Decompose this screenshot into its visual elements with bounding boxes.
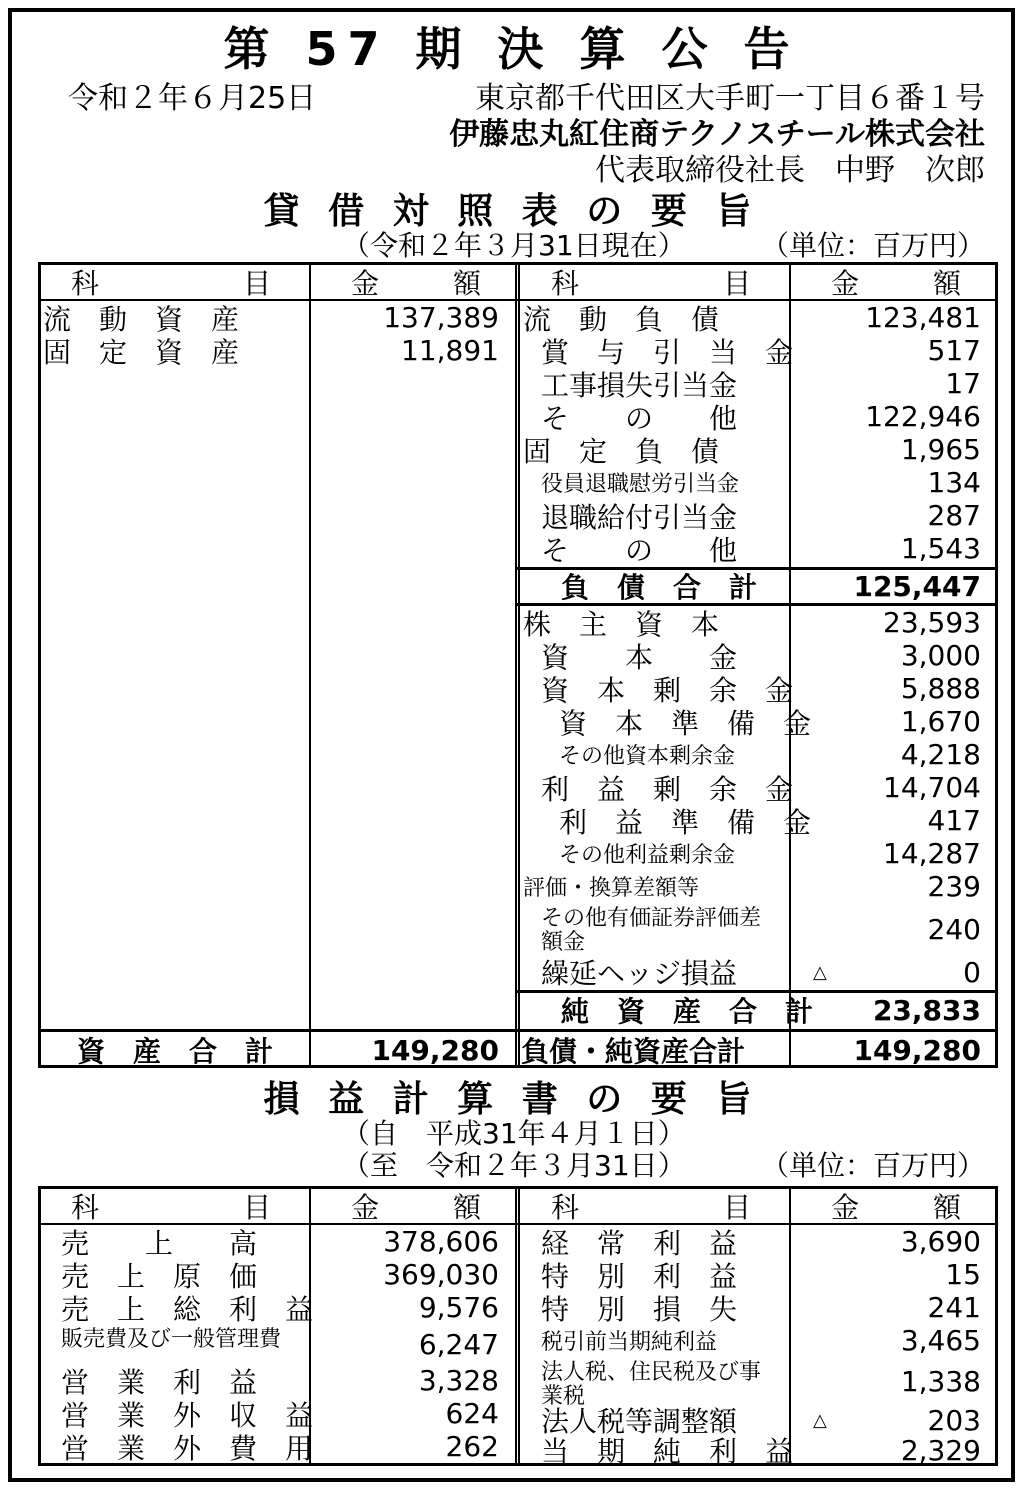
equity-value: 14,704 <box>883 771 981 804</box>
assets-total-name: 資 産 合 計 <box>77 1035 274 1068</box>
equity-value: 5,888 <box>900 672 981 705</box>
liability-name: そ の 他 <box>541 401 738 435</box>
equity-name: 利 益 剰 余 金 <box>541 772 794 806</box>
notice-date: 令和２年６月25日 <box>68 81 317 116</box>
equity-total-name: 純 資 産 合 計 <box>561 995 814 1028</box>
liability-name: そ の 他 <box>541 533 738 567</box>
header-kingaku-1: 金 <box>831 1191 860 1224</box>
equity-value: 3,000 <box>900 639 981 672</box>
balance-sheet-date: （令和２年３月31日現在） <box>342 229 686 262</box>
equity-value: 4,218 <box>900 738 981 771</box>
asset-value: 11,891 <box>401 334 499 367</box>
period-to: （至 令和２年３月31日） <box>342 1149 686 1182</box>
pl-item-value: 6,247 <box>418 1327 499 1361</box>
liability-name: 固 定 負 債 <box>523 434 720 468</box>
liability-name: 賞 与 引 当 金 <box>541 335 794 369</box>
pl-right-row <box>41 1324 995 1357</box>
equity-name: 資 本 金 <box>541 640 738 674</box>
balance-sheet-unit: （単位：百万円） <box>760 229 985 262</box>
liability-value: 1,965 <box>900 433 981 466</box>
balance-sheet-table <box>38 262 998 1068</box>
pl-item-name: 販売費及び一般管理費 <box>61 1327 282 1352</box>
header-kamoku-1: 科 <box>551 1191 580 1224</box>
equity-name: 評価・換算差額等 <box>523 876 700 901</box>
liability-value: 123,481 <box>865 301 981 334</box>
header-kamoku-1: 科 <box>71 267 100 300</box>
pl-right-row <box>41 1403 995 1438</box>
pl-item-name: 営 業 外 収 益 <box>61 1398 314 1432</box>
bs-equity-row <box>41 955 995 989</box>
pl-item-value: 241 <box>927 1291 981 1324</box>
pl-item-value: 3,465 <box>900 1324 981 1357</box>
liabilities-total-value: 125,447 <box>853 569 981 603</box>
liability-name: 役員退職慰労引当金 <box>541 472 740 497</box>
pl-item-value: 262 <box>445 1430 499 1463</box>
bs-liabilities-total-row <box>41 569 995 603</box>
pl-item-name: 法人税等調整額 <box>541 1405 738 1438</box>
bs-equity-total-row <box>41 992 995 1028</box>
liability-name: 流 動 負 債 <box>523 302 720 336</box>
pl-item-value: 9,576 <box>418 1291 499 1324</box>
asset-value: 137,389 <box>383 301 499 334</box>
pl-right-row <box>41 1291 995 1324</box>
bs-equity-row <box>41 606 995 639</box>
equity-value: 0 <box>963 955 981 989</box>
header-kamoku-1: 科 <box>71 1191 100 1224</box>
asset-name: 流 動 資 産 <box>43 302 240 336</box>
equity-name: その他利益剰余金 <box>559 843 736 868</box>
liability-value: 517 <box>927 334 981 367</box>
pl-item-name: 特 別 利 益 <box>541 1259 738 1293</box>
equity-name: 資 本 準 備 金 <box>559 706 812 740</box>
equity-total-value: 23,833 <box>872 993 981 1027</box>
pl-item-name: 売 上 総 利 益 <box>61 1292 314 1326</box>
bs-liability-row <box>41 433 995 466</box>
financial-notice <box>8 8 1015 1482</box>
pl-item-name: 営 業 利 益 <box>61 1365 258 1399</box>
negative-mark: △ <box>813 1409 827 1431</box>
pl-right-row <box>41 1258 995 1291</box>
bs-liability-row <box>41 499 995 532</box>
equity-name: その他資本剰余金 <box>559 744 736 769</box>
equity-name: 利 益 準 備 金 <box>559 805 812 839</box>
pl-item-name: 税引前当期純利益 <box>541 1330 718 1355</box>
assets-total-value: 149,280 <box>371 1033 499 1067</box>
pl-right-row <box>41 1433 995 1468</box>
bs-equity-row <box>41 639 995 672</box>
company-address: 東京都千代田区大手町一丁目６番１号 <box>475 81 985 116</box>
balance-sheet-title: 貸 借 対 照 表 の 要 旨 <box>263 191 760 232</box>
pl-header-row <box>41 1189 995 1223</box>
liability-value: 287 <box>927 499 981 532</box>
equity-value: 23,593 <box>883 606 981 639</box>
bs-liability-row <box>41 466 995 499</box>
bs-equity-row <box>41 705 995 738</box>
period-from-text: 自 平成31年４月１日 <box>370 1117 658 1150</box>
grand-total-value: 149,280 <box>853 1033 981 1067</box>
liability-value: 17 <box>945 367 981 400</box>
income-statement-table <box>38 1186 998 1466</box>
bs-equity-row <box>41 903 995 955</box>
pl-item-name: 当 期 純 利 益 <box>541 1435 794 1468</box>
pl-item-value: 1,338 <box>900 1364 981 1398</box>
equity-name: 株 主 資 本 <box>523 607 720 641</box>
pl-item-value: 378,606 <box>383 1225 499 1258</box>
pl-item-value: 2,329 <box>900 1433 981 1467</box>
pl-item-value: 3,328 <box>418 1364 499 1397</box>
bs-liability-row <box>41 367 995 400</box>
equity-name: 資 本 剰 余 金 <box>541 673 794 707</box>
pl-item-name: 法人税、住民税及び事業税 <box>541 1360 762 1409</box>
pl-item-name: 特 別 損 失 <box>541 1292 738 1326</box>
header-kingaku-2: 額 <box>452 1191 481 1224</box>
bs-equity-row <box>41 672 995 705</box>
representative: 代表取締役社長 中野 次郎 <box>595 153 985 188</box>
bs-liability-row <box>41 334 995 367</box>
equity-value: 239 <box>927 870 981 903</box>
pl-right-row <box>41 1225 995 1258</box>
income-statement-unit: （単位：百万円） <box>760 1149 985 1182</box>
equity-value: 240 <box>927 912 981 946</box>
pl-item-value: 624 <box>445 1397 499 1430</box>
bs-equity-row <box>41 870 995 903</box>
header-kingaku-2: 額 <box>932 267 961 300</box>
bs-liability-row <box>41 400 995 433</box>
header-kamoku-1: 科 <box>551 267 580 300</box>
header-kingaku-2: 額 <box>932 1191 961 1224</box>
period-to-text: 至 令和２年３月31日 <box>370 1149 658 1182</box>
pl-item-value: 3,690 <box>900 1225 981 1258</box>
pl-item-name: 売 上 原 価 <box>61 1259 258 1293</box>
liability-value: 122,946 <box>865 400 981 433</box>
pl-item-value: 203 <box>927 1403 981 1437</box>
pl-item-name: 営 業 外 費 用 <box>61 1431 314 1465</box>
negative-mark: △ <box>813 961 827 983</box>
pl-right-row <box>41 1357 995 1409</box>
pl-item-name: 売 上 高 <box>61 1226 258 1260</box>
income-statement-title: 損 益 計 算 書 の 要 旨 <box>263 1079 760 1120</box>
liabilities-total-name: 負 債 合 計 <box>561 571 758 604</box>
bs-liability-row <box>41 532 995 565</box>
liability-value: 1,543 <box>900 532 981 565</box>
period-from: （自 平成31年４月１日） <box>342 1117 686 1150</box>
pl-item-value: 369,030 <box>383 1258 499 1291</box>
bs-grand-total-row <box>41 1032 995 1068</box>
equity-name: 繰延ヘッジ損益 <box>541 957 738 990</box>
bs-liability-row <box>41 301 995 334</box>
bs-equity-row <box>41 738 995 771</box>
page-title: 第 57 期 決 算 公 告 <box>223 22 800 76</box>
header-kamoku-2: 目 <box>242 267 271 300</box>
equity-name: その他有価証券評価差額金 <box>541 906 762 955</box>
bs-equity-row <box>41 804 995 837</box>
header-kamoku-2: 目 <box>242 1191 271 1224</box>
grand-total-name: 負債・純資産合計 <box>521 1035 746 1068</box>
equity-value: 14,287 <box>883 837 981 870</box>
header-kamoku-2: 目 <box>722 267 751 300</box>
company-name: 伊藤忠丸紅住商テクノスチール株式会社 <box>449 117 985 152</box>
bs-header-row <box>41 265 995 299</box>
liability-name: 退職給付引当金 <box>541 500 738 534</box>
pl-item-name: 経 常 利 益 <box>541 1226 738 1260</box>
liability-name: 工事損失引当金 <box>541 368 738 402</box>
header-kamoku-2: 目 <box>722 1191 751 1224</box>
liability-value: 134 <box>927 466 981 499</box>
bs-equity-row <box>41 771 995 804</box>
bs-equity-row <box>41 837 995 870</box>
header-kingaku-1: 金 <box>351 1191 380 1224</box>
header-kingaku-1: 金 <box>351 267 380 300</box>
header-kingaku-2: 額 <box>452 267 481 300</box>
header-kingaku-1: 金 <box>831 267 860 300</box>
equity-value: 417 <box>927 804 981 837</box>
pl-item-value: 15 <box>945 1258 981 1291</box>
asset-name: 固 定 資 産 <box>43 335 240 369</box>
equity-value: 1,670 <box>900 705 981 738</box>
